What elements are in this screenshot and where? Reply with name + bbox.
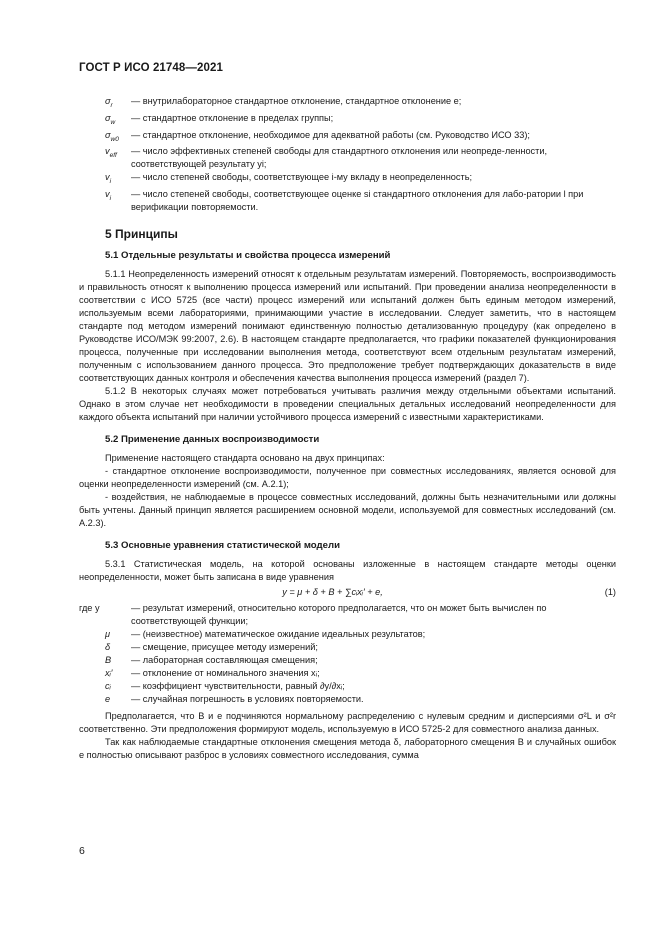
definition-symbol: $\sigma_{w0}$ [105,129,119,143]
where-row [79,602,616,628]
section-5-2-heading: 5.2 Применение данных воспроизводимости [105,434,320,446]
where-text: — смещение, присущее методу измерений; [131,642,318,653]
where-text: — коэффициент чувствительности, равный ∂y/∂xᵢ; [131,681,345,692]
where-row [79,680,616,693]
page-content [79,95,616,762]
equation-where-list [79,602,616,706]
equation-row [79,586,616,599]
where-symbol: B [105,655,112,666]
definition-row [79,145,616,171]
paragraph-5-1-1: 5.1.1 Неопределенность измерений относят к отдельным результатам измерений. Повторяемость, воспроизводимость и правильность относят к выполнению процесса измерений или испытаний. При проведении анализа неопределенности в соответствии с ИСО 5725 (все части) процесс измерений или испытаний должен быть единым методом измерений, используемым всеми лабораториями, принимающими участие в исследовании. Следует заметить, что в настоящем стандарте под методом измерений понимают единственную полностью детализованную процедуру (как определено в Руководстве ИСО/МЭК 99:2007, 2.6). В настоящем стандарте предполагается, что графики показателей функционирования процесса, полученные при исследовании выполнения метода, соответствуют всем отдельным результатам измерений, полученным с использованием данного процесса. Это предположение требует подтверждающих доказательств в виде соответствующих данных контроля и обеспечения качества выполнения процесса измерений (раздел 7). [79,269,616,384]
definition-text: — стандартное отклонение, необходимое для адекватной работы (см. Руководство ИСО 33); [131,129,530,140]
definition-text: — внутрилабораторное стандартное отклонение, стандартное отклонение e; [131,96,462,106]
definition-symbol: $v_i$ [105,172,112,186]
where-text: — результат измерений, относительно которого предполагается, что он может быть вычислен по соответствующей функции; [131,603,547,627]
where-symbol: e [105,694,111,705]
paragraph-5-1-2: 5.1.2 В некоторых случаях может потребоваться учитывать различия между отдельными объектами испытаний. Однако в этом случае нет необходимости в проведении специальных детальных исследований неопределенности для каждого объекта испытаний при наличии устойчивого процесса измерений с известными характеристиками. [79,386,616,423]
where-text: — лабораторная составляющая смещения; [131,655,318,666]
paragraph-5-3-assumption: Предполагается, что B и e подчиняются нормальному распределению с нулевым средним и дисперсиями σ²L и σ²r соответственно. Эти предположения формируют модель, используемую в ИСО 5725-2 для совместного анализа данных. [79,711,616,735]
where-row [79,654,616,667]
section-5-heading: 5 Принципы [105,227,178,242]
definition-symbol: $v_i$ [105,189,112,203]
paragraph-5-2-principle-2: - воздействия, не наблюдаемые в процессе совместных исследований, должны быть незначительными или должны быть учтены. Данный принцип является расширением основной модели, используемой для совместных исследований (см. А.2.3). [79,492,616,529]
page-number: 6 [79,845,85,857]
where-text: — случайная погрешность в условиях повторяемости. [131,694,364,705]
where-row [79,667,616,680]
definition-symbol: $\sigma_w$ [105,112,116,126]
paragraph-5-3-continuation: Так как наблюдаемые стандартные отклонения смещения метода δ, лабораторного смещения B и случайных ошибок e полностью описывают разброс в условиях совместного исследования, сумма [79,737,616,761]
definitions-list [79,95,616,214]
where-symbol: cᵢ [105,681,111,692]
where-row [79,628,616,641]
section-5-1-heading: 5.1 Отдельные результаты и свойства процесса измерений [105,250,391,262]
paragraph-5-2-intro: Применение настоящего стандарта основано на двух принципах: [105,453,385,464]
definition-symbol: $v_{eff}$ [105,146,117,160]
where-row [79,641,616,654]
definition-row [79,171,616,188]
definition-row [79,95,616,112]
definition-row [79,129,616,146]
document-header: ГОСТ Р ИСО 21748—2021 [79,62,224,74]
paragraph-5-3-1: 5.3.1 Статистическая модель, на которой основаны изложенные в настоящем стандарте методы оценки неопределенности, может быть записана в виде уравнения [79,559,616,583]
definition-row [79,112,616,129]
definition-text: — стандартное отклонение в пределах группы; [131,112,334,123]
where-text: — отклонение от номинального значения xᵢ; [131,668,320,679]
paragraph-5-2-principle-1: - стандартное отклонение воспроизводимости, полученное при совместных исследованиях, является основой для оценки неопределенности измерений (см. А.2.1); [79,466,616,490]
where-text: — (неизвестное) математическое ожидание идеальных результатов; [131,629,426,640]
definition-text: — число степеней свободы, соответствующее i-му вкладу в неопределенность; [131,172,473,183]
definition-row [79,188,616,214]
where-symbol: δ [105,642,111,653]
definition-text: — число эффективных степеней свободы для стандартного отклонения или неопреде-ленности, соответствующей результату yi; [131,146,548,170]
where-row [79,693,616,706]
where-symbol: xᵢ′ [105,668,113,679]
definition-symbol: $\sigma_r$ [105,96,113,109]
section-5-3-heading: 5.3 Основные уравнения статистической модели [105,540,340,552]
where-symbol: где y [79,603,100,614]
where-symbol: μ [105,629,111,640]
definition-text: — число степеней свободы, соответствующее оценке si стандартного отклонения для лабо-ратории l при верификации повторяемости. [131,189,584,213]
equation-number: (1) [604,587,616,598]
equation: y = μ + δ + B + ∑cᵢxᵢ′ + e, [282,587,383,598]
